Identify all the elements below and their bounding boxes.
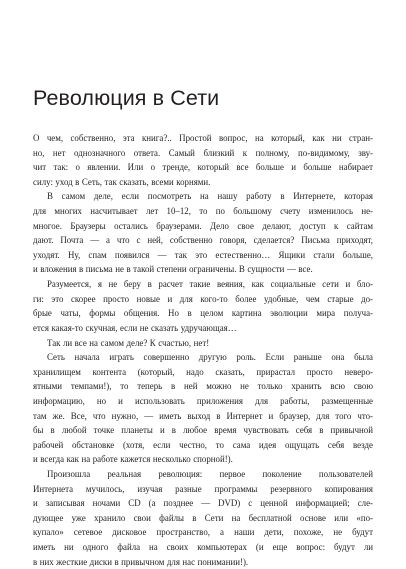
text-line: иметь ни одного файла на своих компьютерах (и еще вопрос: будут ли [33,542,373,553]
text-line: ги: это скорее просто новые и для кого-то более удобные, чем старые до- [33,293,373,304]
text-line: хранилищем контента (который, надо сказать, прирастал просто неверо- [33,366,373,377]
text-line: там же. Все, что нужно, — иметь выход в Интернет и браузер, для того что- [33,410,373,421]
text-line: Так ли все на самом деле? К счастью, нет! [47,337,210,348]
text-line: Произошла реальная революция: первое поколение пользователей [47,469,373,480]
text-line: и вложения в письма не в такой степени ограничены. В сущности — все. [33,264,313,275]
text-line: многое. Браузеры остались браузерами. Дело свое делают, доступ к сайтам [33,220,373,231]
text-line: Разумеется, я не беру в расчет такие веяния, как социальные сети и бло- [47,279,373,290]
text-line: силу: уход в Сеть, так сказать, всеми корнями. [33,176,211,187]
body-text [33,131,373,569]
text-line: ятными темпами!), то теперь в ней можно не только хранить всю свою [33,381,373,392]
text-line: дующее уже хранило свои файлы в Сети на бесплатной основе или «по- [33,512,373,523]
text-line: купало» сетевое дисковое пространство, а наши дети, похоже, не будут [33,527,373,538]
text-line: Сеть начала играть совершенно другую роль. Если раньше она была [47,352,373,363]
text-line: Интернета мучилось, изучая разные программы резервного копирования [33,483,373,494]
text-line: бы в любой точке планеты и в любое время чувствовать себя в привычной [33,425,373,436]
text-line: но, нет однозначного ответа. Самый близкий к полному, по-видимому, зву- [33,147,373,158]
text-line: рабочей обстановке (хотя, если честно, то сама идея ощущать себя везде [33,439,373,450]
text-line: чит так: о явлении. Или о тренде, который все больше и больше набирает [33,162,373,173]
text-line: ется какая-то скучная, если не сказать удручающая… [33,322,237,333]
text-line: В самом деле, если посмотреть на нашу работу в Интернете, которая [47,191,373,202]
text-line: и всегда как на работе кажется несколько спорной!). [33,454,233,465]
text-line: уходят. Ну, спам появился — так это естественно… Ящики стали больше, [33,249,373,260]
text-line: в них жесткие диски в привычном для нас понимании!). [33,556,249,567]
text-line: для многих насчитывает лет 10–12, то по большому счету изменилось не- [33,206,373,217]
chapter-title: Революция в Сети [33,86,220,110]
text-line: О чем, собственно, эта книга?.. Простой вопрос, на который, как ни стран- [33,133,373,143]
text-line: брые чаты, формы общения. Но в целом картина эволюции мира получа- [33,308,373,319]
text-line: информацию, но и использовать приложения для работы, размещенные [33,395,373,406]
text-line: и записывая ночами CD (а позднее — DVD) с ценной информацией; сле- [33,498,373,509]
text-line: дают. Почта — а что с ней, собственно говоря, сделается? Письма приходят, [33,235,373,246]
